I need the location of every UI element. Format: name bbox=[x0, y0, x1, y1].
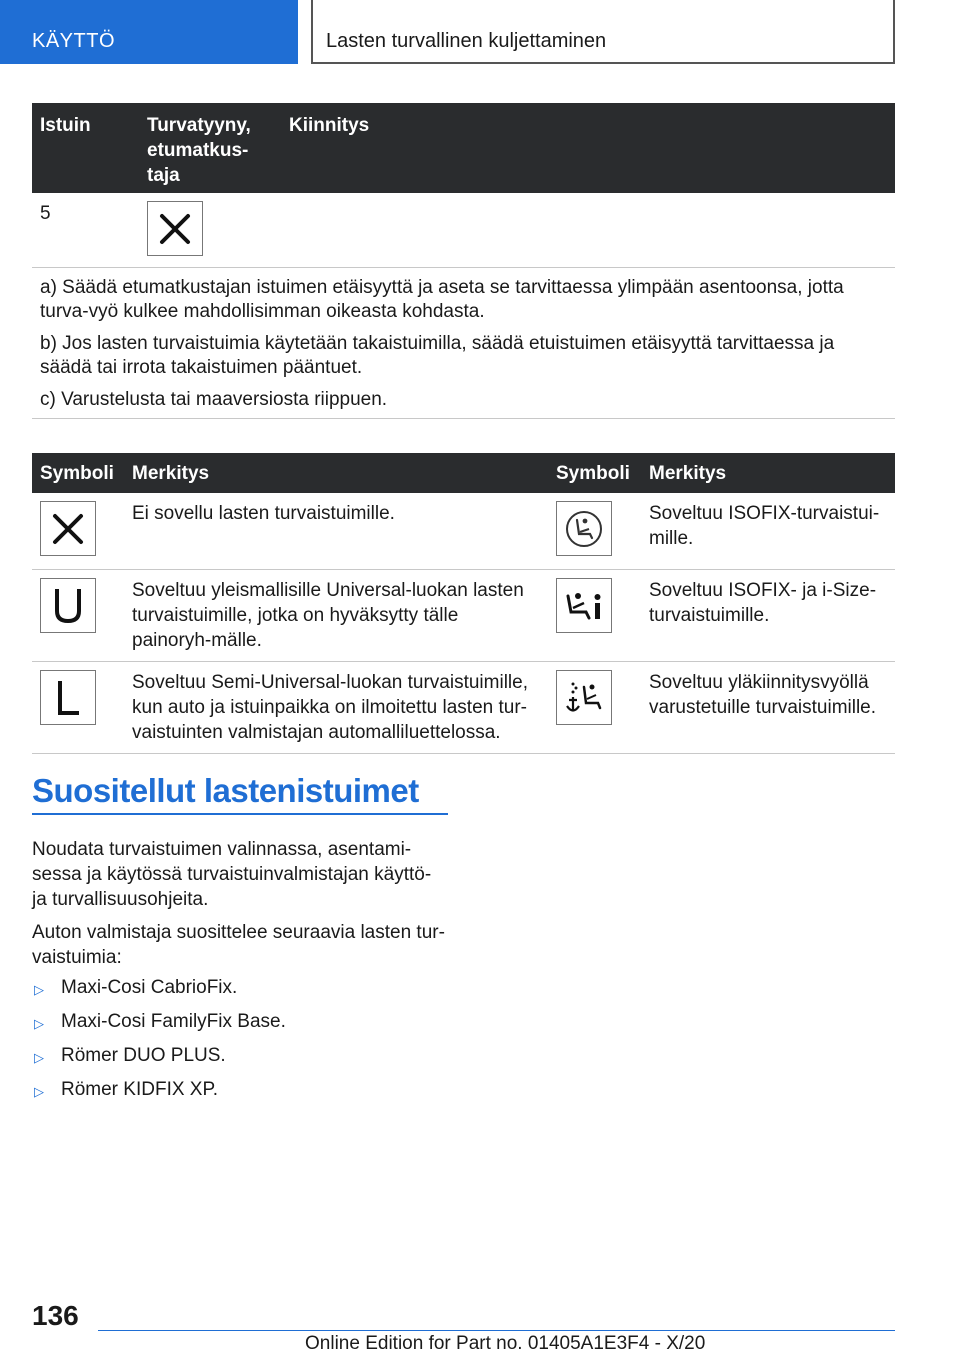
footnote-b: b) Jos lasten turvaistuimia käytetään takaistuimilla, säädä etuistuimen etäisyyttä tarvittaessa ja säädä tai irrota takaistuimen pääntuet. bbox=[40, 332, 835, 378]
table-row bbox=[32, 569, 895, 661]
list-item-text: Maxi-Cosi CabrioFix. bbox=[61, 977, 238, 998]
seat-table-header bbox=[32, 103, 895, 193]
col-header-mounting: Kiinnitys bbox=[281, 103, 895, 193]
meaning-text: Soveltuu Semi-Universal-luokan turvaistuimille, kun auto ja istuinpaikka on ilmoitettu lasten tur-vaistuinten valmistajan automalliluettelossa. bbox=[124, 661, 548, 753]
list-item-text: Römer DUO PLUS. bbox=[61, 1045, 226, 1066]
seat-number: 5 bbox=[40, 203, 51, 224]
triangle-bullet-icon: ▷ bbox=[34, 1084, 44, 1099]
edition-text: Online Edition for Part no. 01405A1E3F4 - X/20 bbox=[305, 1333, 706, 1354]
meaning-text: Soveltuu ISOFIX- ja i-Size-turvaistuimille. bbox=[641, 569, 895, 661]
footer-rule bbox=[98, 1330, 895, 1331]
col-header-meaning-2: Merkitys bbox=[641, 453, 895, 493]
triangle-bullet-icon: ▷ bbox=[34, 1050, 44, 1065]
meaning-text: Ei sovellu lasten turvaistuimille. bbox=[124, 493, 548, 569]
meaning-text: Soveltuu ISOFIX-turvaistui-mille. bbox=[641, 493, 895, 569]
footnote-c: c) Varustelusta tai maaversiosta riippuen. bbox=[40, 388, 388, 410]
list-item bbox=[32, 1043, 448, 1070]
chapter-title: Lasten turvallinen kuljettaminen bbox=[326, 30, 607, 52]
top-tether-icon bbox=[556, 670, 612, 725]
meaning-text: Soveltuu yleismallisille Universal-luokan lasten turvaistuimille, jotka on hyväksytty tälle painoryh-mälle. bbox=[124, 569, 548, 661]
chapter-header bbox=[311, 0, 895, 64]
table-row bbox=[32, 193, 895, 267]
symbol-table-header bbox=[32, 453, 895, 493]
col-header-symbol-2: Symboli bbox=[548, 453, 641, 493]
triangle-bullet-icon: ▷ bbox=[34, 982, 44, 997]
isofix-isize-icon bbox=[556, 578, 612, 633]
col-header-seat: Istuin bbox=[32, 103, 139, 193]
heading-underline bbox=[32, 813, 448, 815]
isofix-icon bbox=[556, 501, 612, 556]
x-icon bbox=[40, 501, 96, 556]
letter-u-icon bbox=[40, 578, 96, 633]
symbol-table bbox=[32, 453, 895, 754]
section-label: KÄYTTÖ bbox=[32, 30, 116, 52]
meaning-text: Soveltuu yläkiinnitysvyöllä varustetuille turvaistuimille. bbox=[641, 661, 895, 753]
intro-paragraph: Noudata turvaistuimen valinnassa, asentami-sessa ja käytössä turvaistuinvalmistajan käyttö- ja turvallisuusohjeita. bbox=[32, 839, 432, 910]
section-heading: Suositellut lastenistuimet bbox=[32, 772, 419, 809]
table-notes bbox=[32, 267, 895, 418]
list-item-text: Römer KIDFIX XP. bbox=[61, 1079, 218, 1100]
table-row bbox=[32, 493, 895, 569]
col-header-airbag: Turvatyyny, etumatkus-taja bbox=[139, 103, 281, 193]
footnote-a: a) Säädä etumatkustajan istuimen etäisyyttä ja aseta se tarvittaessa ylimpään asentoonsa, jotta turva-vyö kulkee mahdollisimman oikeasta kohdasta. bbox=[40, 276, 844, 322]
section-tab bbox=[0, 0, 298, 64]
letter-l-icon bbox=[40, 670, 96, 725]
page-number: 136 bbox=[32, 1300, 79, 1331]
list-item-text: Maxi-Cosi FamilyFix Base. bbox=[61, 1011, 286, 1032]
list-item bbox=[32, 1077, 448, 1104]
list-item bbox=[32, 1009, 448, 1036]
list-item bbox=[32, 975, 448, 1002]
recommended-seats-list bbox=[32, 975, 448, 1111]
x-icon bbox=[147, 201, 203, 256]
triangle-bullet-icon: ▷ bbox=[34, 1016, 44, 1031]
seat-table bbox=[32, 103, 895, 419]
table-row bbox=[32, 661, 895, 753]
recommendation-paragraph: Auton valmistaja suosittelee seuraavia lasten tur-vaistuimia: bbox=[32, 922, 445, 968]
col-header-symbol-1: Symboli bbox=[32, 453, 124, 493]
col-header-meaning-1: Merkitys bbox=[124, 453, 548, 493]
